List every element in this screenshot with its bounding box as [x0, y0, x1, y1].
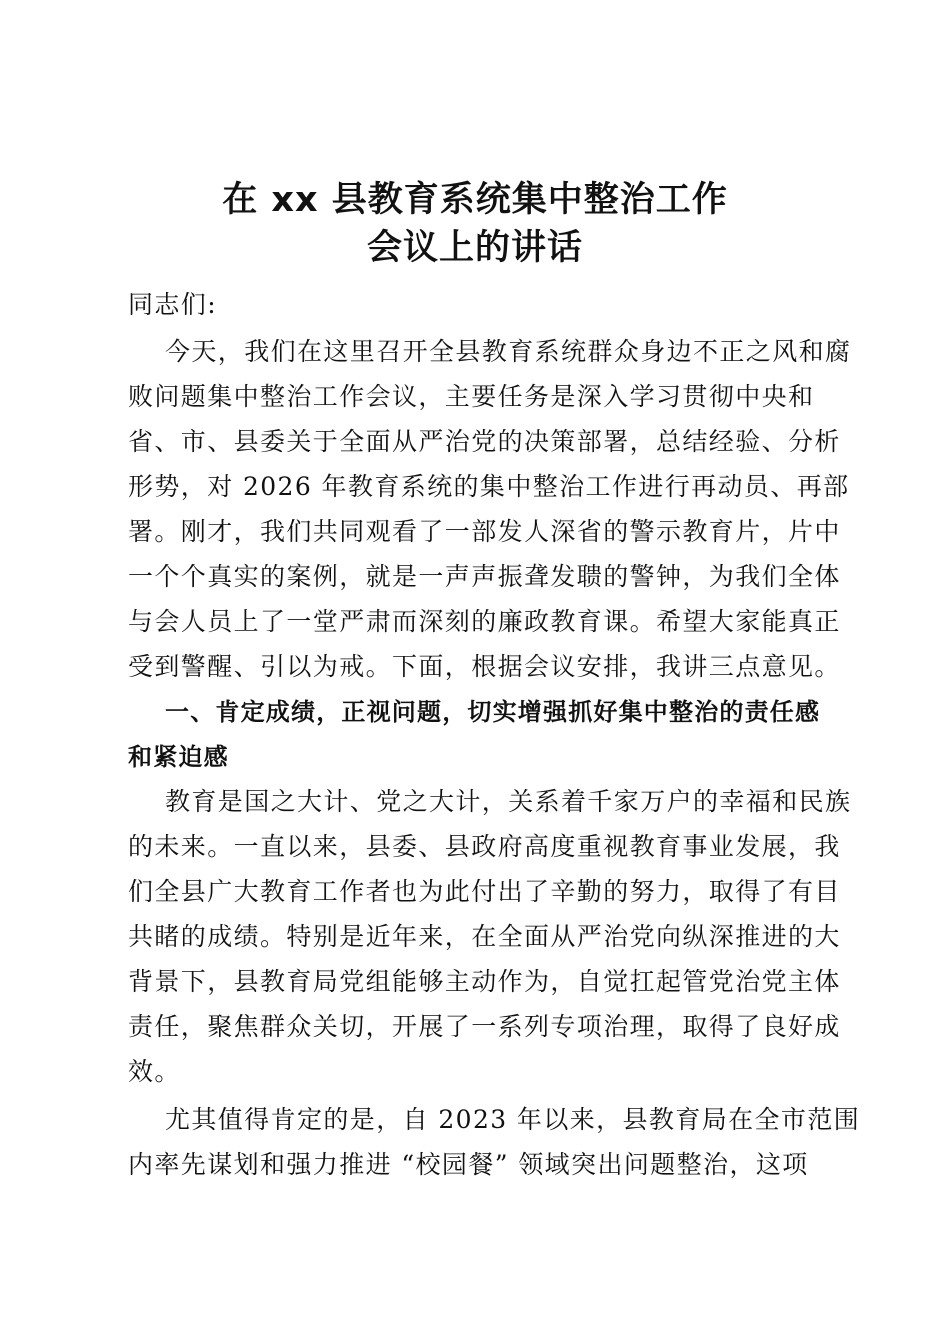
body-line: 署。刚才，我们共同观看了一部发人深省的警示教育片，片中	[128, 517, 841, 546]
body-line: 受到警醒、引以为戒。下面，根据会议安排，我讲三点意见。	[128, 652, 841, 681]
body-line: 效。	[128, 1057, 181, 1086]
body-line: 省、市、县委关于全面从严治党的决策部署，总结经验、分析	[128, 427, 841, 456]
salutation: 同志们:	[128, 290, 218, 319]
body-line: 内率先谋划和强力推进 “校园餐” 领域突出问题整治，这项	[128, 1150, 809, 1179]
document-title-line-1: 在 xx 县教育系统集中整治工作	[222, 180, 728, 220]
body-line: 共睹的成绩。特别是近年来，在全面从严治党向纵深推进的大	[128, 922, 841, 951]
body-line: 的未来。一直以来，县委、县政府高度重视教育事业发展，我	[128, 832, 841, 861]
body-line: 背景下，县教育局党组能够主动作为，自觉扛起管党治党主体	[128, 967, 841, 996]
body-line: 形势，对 2026 年教育系统的集中整治工作进行再动员、再部	[128, 472, 850, 501]
body-line: 尤其值得肯定的是，自 2023 年以来，县教育局在全市范围	[165, 1105, 861, 1134]
body-line: 与会人员上了一堂严肃而深刻的廉政教育课。希望大家能真正	[128, 607, 841, 636]
section-heading-1-cont: 和紧迫感	[128, 743, 229, 771]
body-line: 责任，聚焦群众关切，开展了一系列专项治理，取得了良好成	[128, 1012, 841, 1041]
section-heading-1: 一、肯定成绩，正视问题，切实增强抓好集中整治的责任感	[165, 698, 821, 726]
body-line: 今天，我们在这里召开全县教育系统群众身边不正之风和腐	[165, 337, 852, 366]
body-line: 败问题集中整治工作会议，主要任务是深入学习贯彻中央和	[128, 382, 815, 411]
body-line: 一个个真实的案例，就是一声声振聋发聩的警钟，为我们全体	[128, 562, 841, 591]
body-line: 们全县广大教育工作者也为此付出了辛勤的努力，取得了有目	[128, 877, 841, 906]
document-title-line-2: 会议上的讲话	[366, 228, 583, 268]
body-line: 教育是国之大计、党之大计，关系着千家万户的幸福和民族	[165, 787, 852, 816]
